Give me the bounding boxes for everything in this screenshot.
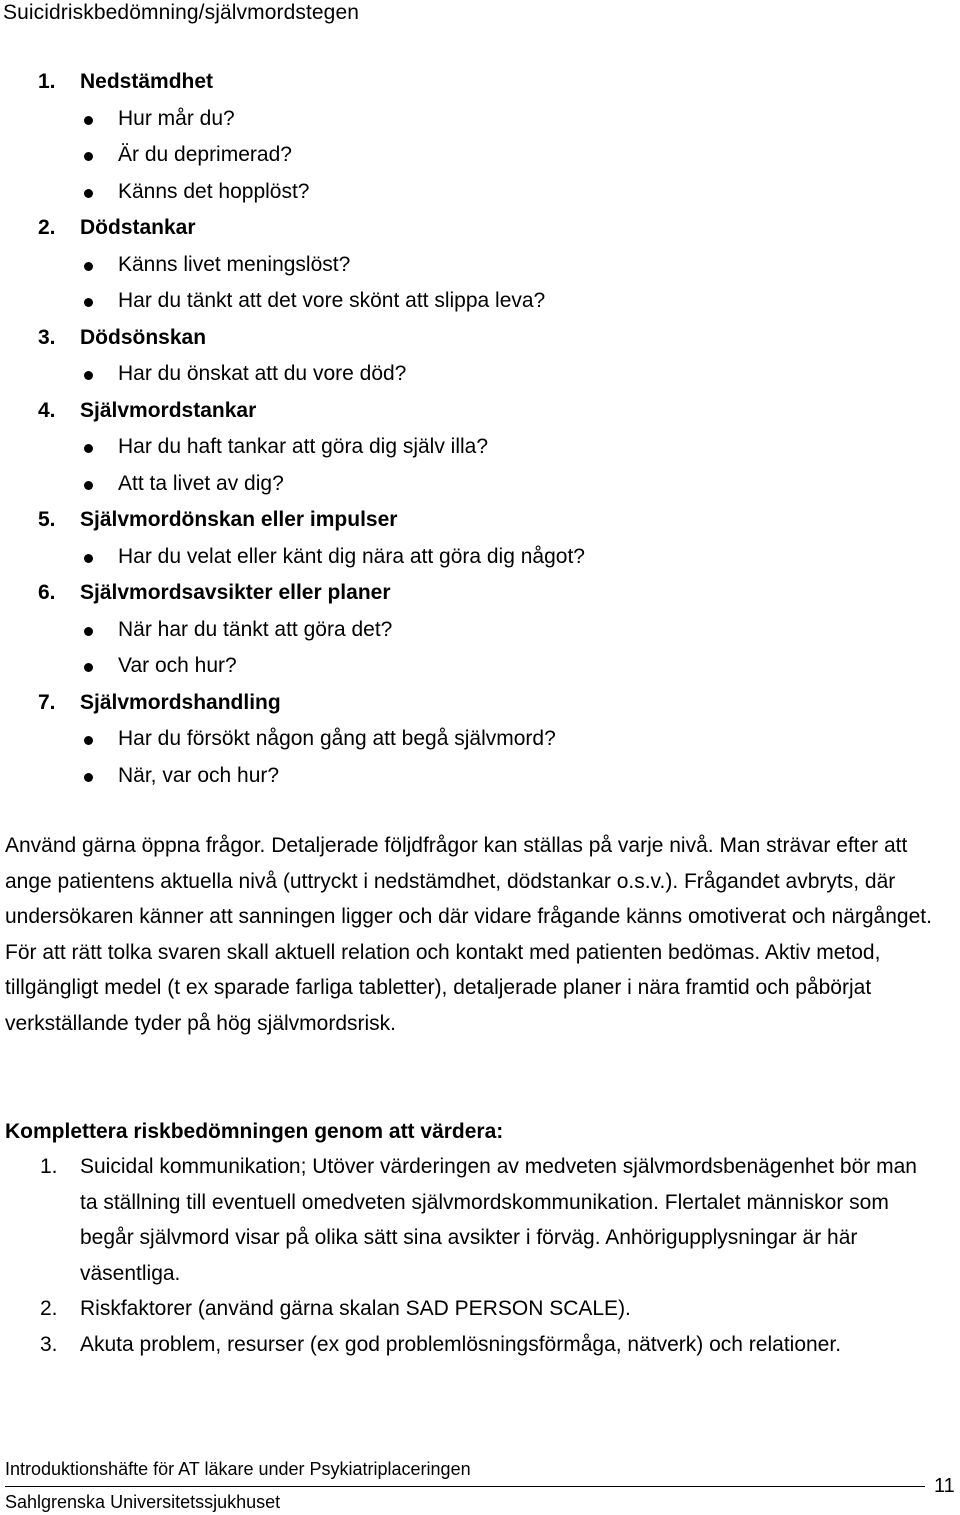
bullet-icon [84, 262, 93, 271]
question-text: Var och hur? [118, 654, 237, 677]
guidance-paragraph: Använd gärna öppna frågor. Detaljerade följdfrågor kan ställas på varje nivå. Man strävar efter att ange patientens aktuella nivå (uttryckt i nedstämdhet, dödstankar o.s.v.). Frågandet avbryts, där undersökaren känner att sanningen ligger och där vidare frågande känns omotiverat och närgånget. [5, 834, 932, 928]
question-text: Har du tänkt att det vore skönt att slippa leva? [118, 289, 546, 312]
level-question [0, 101, 960, 138]
supplement-item-text: Akuta problem, resurser (ex god problemlösningsförmåga, nätverk) och relationer. [80, 1332, 842, 1356]
level-number: 2. [38, 216, 56, 239]
level-number: 5. [38, 508, 56, 531]
level-question [0, 283, 960, 320]
guidance-paragraph: För att rätt tolka svaren skall aktuell relation och kontakt med patienten bedömas. Aktiv metod, tillgängligt medel (t ex sparade farliga tabletter), detaljerade planer i nära framtid och påbörjat verkställande tyder på hög självmordsrisk. [5, 940, 881, 1035]
level-question [0, 356, 960, 393]
level-question [0, 466, 960, 503]
level-title [0, 393, 960, 430]
bullet-icon [84, 627, 93, 636]
footer-document-title: Introduktionshäfte för AT läkare under Psykiatriplaceringen [5, 1459, 471, 1479]
level-label: Dödsönskan [80, 325, 207, 349]
level-label: Självmordstankar [80, 398, 257, 422]
supplement-item-text: Suicidal kommunikation; Utöver värderingen av medveten självmordsbenägenhet bör man ta ställning till eventuell omedveten självmordskommunikation. Flertalet människor som begår självmord visar på olika sätt sina avsikter i förväg. Anhörigupplysningar är här väsentliga. [80, 1155, 917, 1285]
level-title [0, 320, 960, 357]
supplement-item-number: 2. [40, 1297, 58, 1321]
question-text: När har du tänkt att göra det? [118, 617, 393, 641]
bullet-icon [84, 189, 93, 198]
level-question [0, 612, 960, 649]
level-question [0, 721, 960, 758]
question-text: Känns det hopplöst? [118, 179, 310, 203]
page-number: 11 [934, 1475, 955, 1497]
question-text: När, var och hur? [118, 763, 280, 787]
supplement-heading: Komplettera riskbedömningen genom att värdera: [5, 1120, 504, 1143]
level-title [0, 210, 960, 247]
bullet-icon [84, 736, 93, 745]
question-text: Hur mår du? [118, 106, 235, 130]
level-label: Dödstankar [80, 216, 196, 239]
question-text: Har du önskat att du vore död? [118, 362, 407, 385]
level-question [0, 247, 960, 284]
supplement-item-number: 1. [40, 1155, 58, 1178]
bullet-icon [84, 773, 93, 782]
question-text: Har du haft tankar att göra dig själv illa? [118, 435, 489, 458]
bullet-icon [84, 298, 93, 307]
level-label: Självmordsavsikter eller planer [80, 581, 391, 604]
level-number: 6. [38, 581, 56, 604]
bullet-icon [84, 481, 93, 490]
bullet-icon [84, 444, 93, 453]
level-number: 7. [38, 690, 56, 714]
level-title [0, 685, 960, 722]
level-question [0, 648, 960, 685]
guidance-paragraphs [5, 828, 955, 1041]
page-header-title: Suicidriskbedömning/självmordstegen [3, 1, 360, 24]
level-number: 4. [38, 398, 56, 422]
level-number: 3. [38, 325, 56, 349]
footer-organization: Sahlgrenska Universitetssjukhuset [5, 1492, 281, 1512]
supplement-item-number: 3. [40, 1332, 58, 1356]
level-label: Självmordönskan eller impulser [80, 508, 398, 531]
level-question [0, 539, 960, 576]
bullet-icon [84, 663, 93, 672]
level-question [0, 174, 960, 211]
question-text: Har du försökt någon gång att begå självmord? [118, 727, 556, 750]
level-question [0, 137, 960, 174]
level-label: Nedstämdhet [80, 70, 214, 93]
level-title [0, 575, 960, 612]
suicide-ladder-list [0, 64, 960, 794]
footer-divider [5, 1486, 925, 1487]
bullet-icon [84, 152, 93, 161]
level-number: 1. [38, 70, 56, 93]
level-question [0, 429, 960, 466]
question-text: Att ta livet av dig? [118, 471, 284, 495]
supplement-item [0, 1327, 960, 1363]
level-label: Självmordshandling [80, 690, 281, 714]
bullet-icon [84, 371, 93, 380]
supplement-item [0, 1291, 960, 1327]
question-text: Är du deprimerad? [118, 143, 292, 166]
level-question [0, 758, 960, 795]
level-title [0, 64, 960, 101]
supplement-item-text: Riskfaktorer (använd gärna skalan SAD PERSON SCALE). [80, 1297, 631, 1321]
supplement-list [0, 1149, 960, 1363]
supplement-item [0, 1149, 960, 1291]
question-text: Har du velat eller känt dig nära att göra dig något? [118, 544, 585, 568]
level-title [0, 502, 960, 539]
bullet-icon [84, 554, 93, 563]
question-text: Känns livet meningslöst? [118, 252, 351, 276]
bullet-icon [84, 116, 93, 125]
